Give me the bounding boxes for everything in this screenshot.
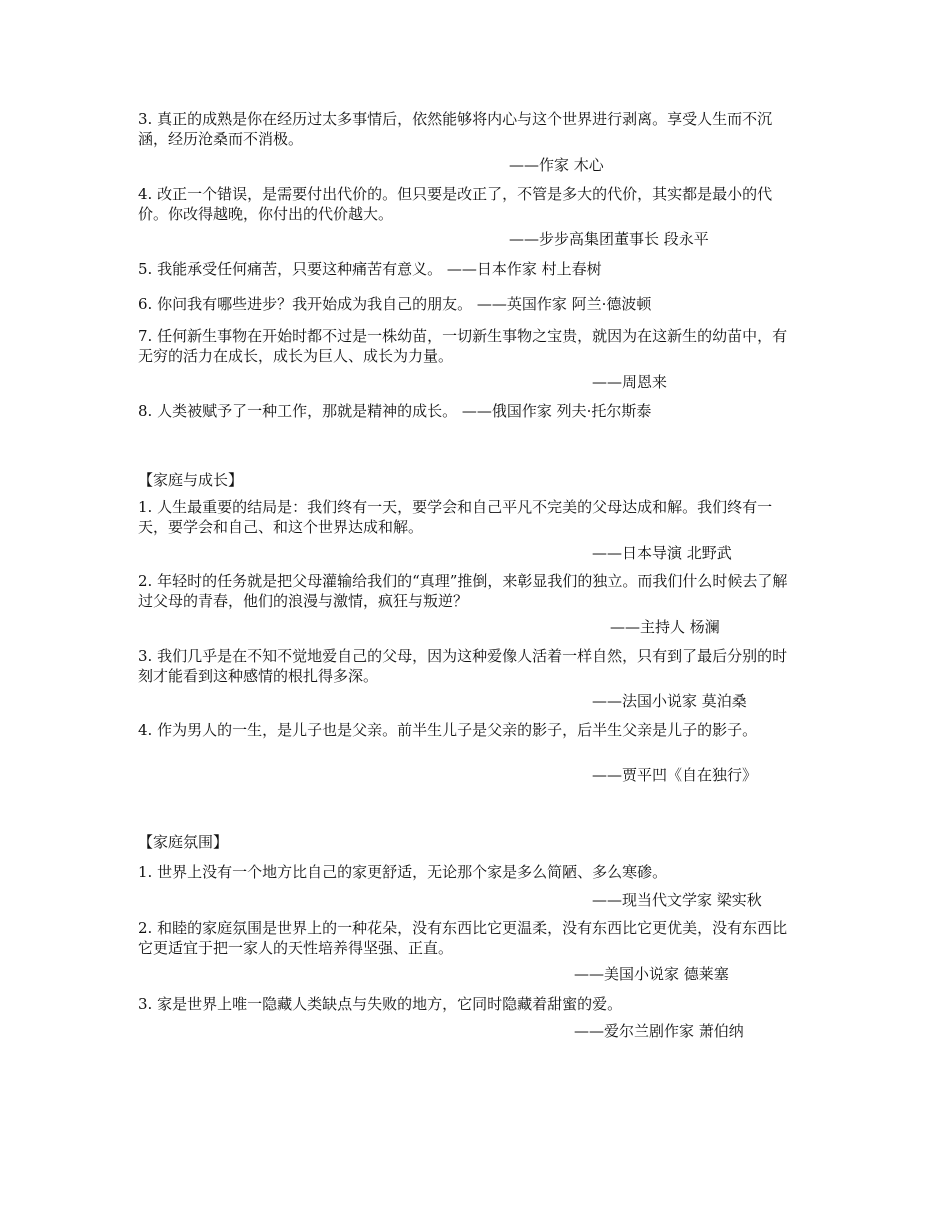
quote-source: ——作家 木心 <box>509 156 604 174</box>
quote-item <box>138 994 788 1014</box>
section-heading: 【家庭与成长】 <box>138 471 244 489</box>
quote-source: ——步步高集团董事长 段永平 <box>509 230 709 248</box>
quote-number: 4. <box>138 721 153 739</box>
quote-text: 家是世界上唯一隐藏人类缺点与失败的地方，它同时隐藏着甜蜜的爱。 <box>157 995 623 1013</box>
quote-number: 3. <box>138 995 153 1013</box>
quote-number: 3. <box>138 110 153 128</box>
quote-source: ——法国小说家 莫泊桑 <box>592 692 747 710</box>
quote-source: ——现当代文学家 梁实秋 <box>592 891 762 909</box>
quote-number: 4. <box>138 185 153 203</box>
quote-source: ——主持人 杨澜 <box>610 618 720 636</box>
quote-text: 任何新生事物在开始时都不过是一株幼苗，一切新生事物之宝贵，就因为在这新生的幼苗中，有无穷的活力在成长，成长为巨人、成长为力量。 <box>138 327 788 365</box>
quote-item <box>138 294 788 314</box>
quote-item <box>138 259 788 279</box>
quote-item <box>138 401 788 421</box>
quote-item <box>138 184 788 224</box>
quote-text: 作为男人的一生，是儿子也是父亲。前半生儿子是父亲的影子，后半生父亲是儿子的影子。 <box>157 721 758 739</box>
quote-number: 3. <box>138 647 153 665</box>
quote-text: 我能承受任何痛苦，只要这种痛苦有意义。 <box>157 260 443 278</box>
quote-text: 人生最重要的结局是：我们终有一天，要学会和自己平凡不完美的父母达成和解。我们终有一天，要学会和自己、和这个世界达成和解。 <box>138 498 773 536</box>
quote-source: ——美国小说家 德莱塞 <box>574 965 729 983</box>
quote-text: 你问我有哪些进步？我开始成为我自己的朋友。 <box>157 295 473 313</box>
quote-source: ——爱尔兰剧作家 萧伯纳 <box>574 1022 744 1040</box>
quote-source: ——日本作家 村上春树 <box>446 260 602 278</box>
quote-text: 人类被赋予了一种工作，那就是精神的成长。 <box>157 402 458 420</box>
quote-number: 2. <box>138 572 153 590</box>
quote-text: 我们几乎是在不知不觉地爱自己的父母，因为这种爱像人活着一样自然，只有到了最后分别的时刻才能看到这种感情的根扎得多深。 <box>138 647 788 685</box>
quote-number: 6. <box>138 295 153 313</box>
quote-source: ——周恩来 <box>592 373 668 391</box>
quote-text: 和睦的家庭氛围是世界上的一种花朵，没有东西比它更温柔，没有东西比它更优美，没有东西比它更适宜于把一家人的天性培养得坚强、正直。 <box>138 919 788 957</box>
quote-number: 1. <box>138 498 153 516</box>
quote-item <box>138 918 788 958</box>
quote-item <box>138 497 788 537</box>
quote-item <box>138 571 788 611</box>
quote-item <box>138 109 788 149</box>
quote-item <box>138 862 788 882</box>
quote-text: 年轻时的任务就是把父母灌输给我们的“真理”推倒，来彰显我们的独立。而我们什么时候去了解过父母的青春，他们的浪漫与激情，疯狂与叛逆？ <box>138 572 788 610</box>
quote-text: 世界上没有一个地方比自己的家更舒适，无论那个家是多么简陋、多么寒碜。 <box>157 863 668 881</box>
quote-number: 2. <box>138 919 153 937</box>
section-heading: 【家庭氛围】 <box>138 833 229 851</box>
quote-number: 8. <box>138 402 153 420</box>
quote-item <box>138 720 788 740</box>
quote-item <box>138 326 788 366</box>
quote-item <box>138 646 788 686</box>
quote-source: ——日本导演 北野武 <box>592 544 732 562</box>
quote-number: 5. <box>138 260 153 278</box>
quote-source: ——俄国作家 列夫·托尔斯泰 <box>461 402 652 420</box>
quote-source: ——贾平凹《自在独行》 <box>592 766 758 784</box>
quote-source: ——英国作家 阿兰·德波顿 <box>476 295 652 313</box>
quote-text: 真正的成熟是你在经历过太多事情后，依然能够将内心与这个世界进行剥离。享受人生而不沉涵，经历沧桑而不消极。 <box>138 110 773 148</box>
quote-number: 1. <box>138 863 153 881</box>
quote-number: 7. <box>138 327 153 345</box>
quote-text: 改正一个错误，是需要付出代价的。但只要是改正了，不管是多大的代价，其实都是最小的代价。你改得越晚，你付出的代价越大。 <box>138 185 773 223</box>
